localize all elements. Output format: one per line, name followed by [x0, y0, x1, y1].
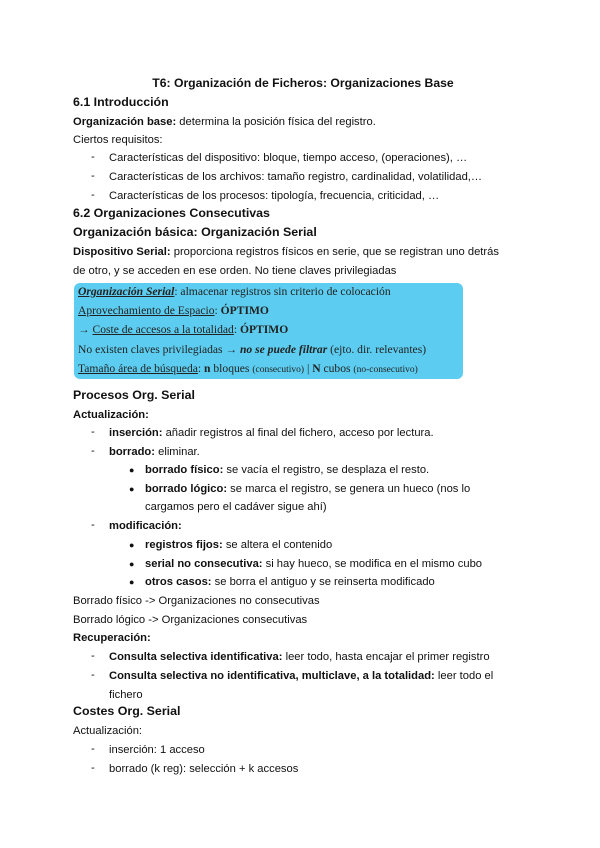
list-item-registros-fijos — [145, 538, 332, 552]
text: si hay hueco, se modifica en el mismo cubo — [262, 558, 483, 570]
serial-summary-box — [74, 283, 463, 379]
term: Organización Serial — [78, 285, 175, 298]
list-item-modificacion: modificación: — [109, 520, 182, 532]
list-item: borrado (k reg): selección + k accesos — [109, 763, 299, 775]
term: Coste de accesos a la totalidad — [92, 323, 234, 336]
separator: : — [214, 304, 221, 317]
text: añadir registros al final del fichero, acceso por lectura. — [162, 427, 434, 439]
list-item: Características de los procesos: tipología, frecuencia, criticidad, … — [109, 190, 440, 202]
dash-bullet: - — [91, 426, 95, 438]
heading-costes: Costes Org. Serial — [73, 704, 181, 718]
bullet-icon: ● — [129, 484, 135, 494]
term: borrado lógico: — [145, 483, 228, 495]
text: leer todo, hasta encajar el primer registro — [282, 651, 490, 663]
text: bloques — [210, 362, 253, 375]
list-item-csni-cont: fichero — [109, 689, 143, 701]
note: (consecutivo) — [252, 365, 305, 375]
box-line-2 — [78, 304, 269, 317]
arrow-icon: → — [78, 323, 93, 336]
separator: : — [233, 323, 240, 336]
term: registros fijos: — [145, 539, 223, 551]
bullet-icon: ● — [129, 465, 135, 475]
term: borrado físico: — [145, 464, 224, 476]
list-item-insercion — [109, 426, 434, 440]
text: proporciona registros físicos en serie, que se registran uno detrás — [170, 246, 499, 258]
text: se vacía el registro, se desplaza el resto. — [223, 464, 430, 476]
term: Consulta selectiva identificativa: — [109, 651, 283, 663]
list-item-csi — [109, 650, 490, 664]
dash-bullet: - — [91, 519, 95, 531]
box-line-1 — [78, 285, 391, 298]
term: otros casos: — [145, 576, 212, 588]
bullet-icon: ● — [129, 559, 135, 569]
list-item-borrado-logico — [145, 482, 470, 496]
paragraph-dispositivo — [73, 245, 499, 259]
arrow-icon: → — [225, 343, 240, 356]
value: ÓPTIMO — [239, 323, 289, 336]
value: ÓPTIMO — [220, 304, 269, 317]
term: Aprovechamiento de Espacio — [78, 304, 215, 317]
subheading-serial: Organización básica: Organización Serial — [73, 225, 317, 239]
term: inserción: — [109, 427, 163, 439]
dash-bullet: - — [91, 170, 95, 182]
list-item-borrado — [109, 445, 200, 459]
line-borrado-logico: Borrado lógico -> Organizaciones consecutivas — [73, 614, 308, 626]
value: N — [312, 362, 321, 375]
separator: | — [304, 362, 313, 375]
list-item: inserción: 1 acceso — [109, 744, 205, 756]
text: eliminar. — [155, 446, 200, 458]
text: No existen claves privilegiadas — [78, 343, 226, 356]
heading-6-1: 6.1 Introducción — [73, 95, 169, 109]
list-item: Características del dispositivo: bloque, tiempo acceso, (operaciones), … — [109, 152, 468, 164]
text: (ejto. dir. relevantes) — [327, 343, 427, 356]
heading-6-2: 6.2 Organizaciones Consecutivas — [73, 206, 270, 220]
text: : almacenar registros sin criterio de colocación — [174, 285, 391, 298]
text: se borra el antiguo y se reinserta modificado — [211, 576, 435, 588]
heading-procesos: Procesos Org. Serial — [73, 388, 195, 402]
text: determina la posición física del registro. — [176, 116, 376, 128]
term: Tamaño área de búsqueda — [78, 362, 198, 375]
value: n — [204, 362, 211, 375]
term: Dispositivo Serial: — [73, 246, 171, 258]
label-actualizacion: Actualización: — [73, 409, 149, 421]
note: (no-consecutivo) — [353, 365, 418, 375]
list-item-csni — [109, 669, 493, 683]
bullet-icon: ● — [129, 540, 135, 550]
list-item-otros-casos — [145, 575, 435, 589]
dash-bullet: - — [91, 445, 95, 457]
requirements-label: Ciertos requisitos: — [73, 134, 163, 146]
box-line-5 — [78, 362, 418, 375]
text: cubos — [320, 362, 354, 375]
text: se altera el contenido — [222, 539, 333, 551]
dash-bullet: - — [91, 762, 95, 774]
dash-bullet: - — [91, 189, 95, 201]
paragraph-dispositivo-cont: de otro, y se acceden en ese orden. No tiene claves privilegiadas — [73, 265, 397, 277]
term: serial no consecutiva: — [145, 558, 263, 570]
list-item-serial-no-consecutiva — [145, 557, 482, 571]
dash-bullet: - — [91, 151, 95, 163]
box-line-4 — [78, 343, 426, 356]
dash-bullet: - — [91, 743, 95, 755]
box-line-3 — [78, 323, 288, 336]
list-item-borrado-logico-cont: cargamos pero el cadáver sigue ahí) — [145, 501, 327, 513]
text: leer todo el — [434, 670, 494, 682]
text: se marca el registro, se genera un hueco (nos lo — [227, 483, 471, 495]
dash-bullet: - — [91, 650, 95, 662]
emphasis: no se puede filtrar — [239, 343, 328, 356]
term: borrado: — [109, 446, 155, 458]
line-borrado-fisico: Borrado físico -> Organizaciones no consecutivas — [73, 595, 320, 607]
separator: : — [197, 362, 205, 375]
dash-bullet: - — [91, 669, 95, 681]
document-title: T6: Organización de Ficheros: Organizaciones Base — [152, 76, 454, 90]
list-item: Características de los archivos: tamaño registro, cardinalidad, volatilidad,… — [109, 171, 483, 183]
bullet-icon: ● — [129, 577, 135, 587]
term: Consulta selectiva no identificativa, multiclave, a la totalidad: — [109, 670, 435, 682]
paragraph-org-base — [73, 115, 376, 129]
list-item-borrado-fisico — [145, 463, 429, 477]
label-costes-actualizacion: Actualización: — [73, 725, 143, 737]
label-recuperacion: Recuperación: — [73, 632, 151, 644]
term: Organización base: — [73, 116, 177, 128]
